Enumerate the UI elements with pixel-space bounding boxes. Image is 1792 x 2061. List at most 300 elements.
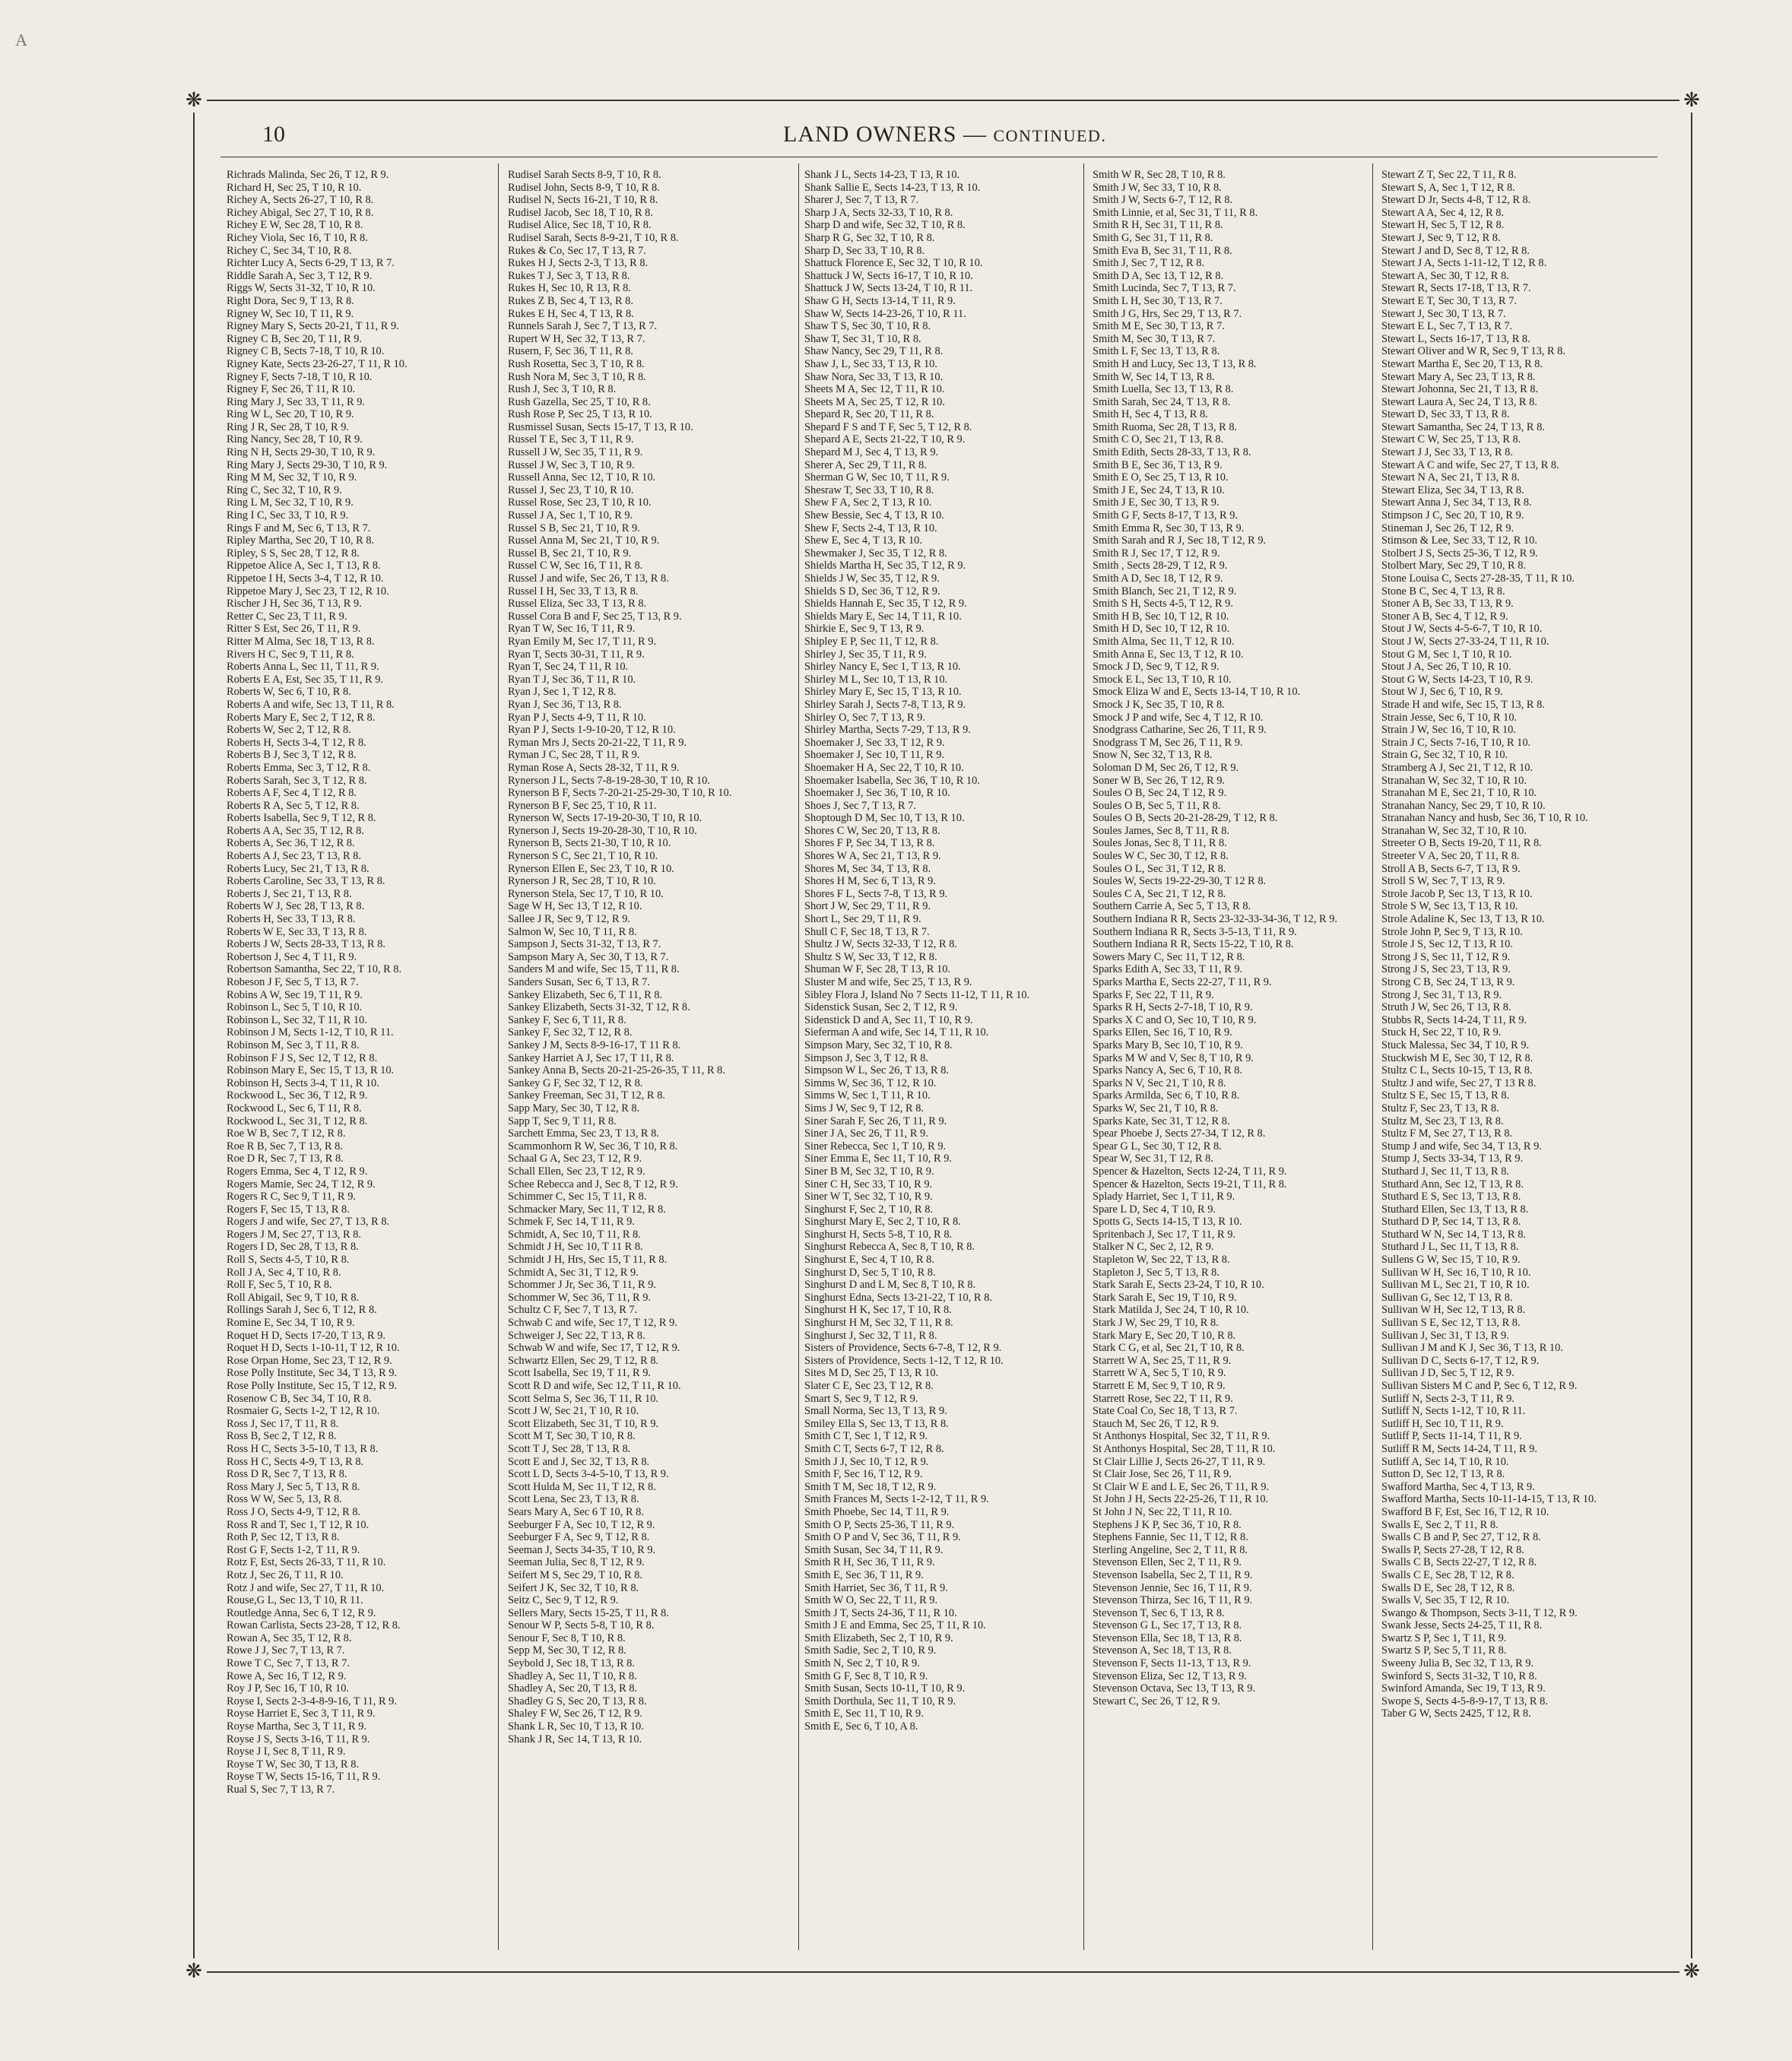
owner-entry: Sullivan W H, Sec 16, T 10, R 10. xyxy=(1381,1266,1531,1279)
owner-entry: Stark Sarah E, Sects 23-24, T 10, R 10. xyxy=(1093,1279,1264,1292)
owner-entry: Stephens J K P, Sec 36, T 10, R 8. xyxy=(1093,1518,1242,1531)
owner-entry: Rockwood L, Sec 31, T 12, R 8. xyxy=(227,1115,368,1127)
owner-entry: Roberts A, Sec 36, T 12, R 8. xyxy=(227,837,355,850)
owner-entry: Smith Alma, Sec 11, T 12, R 10. xyxy=(1093,635,1235,648)
owner-entry: Smith J E and Emma, Sec 25, T 11, R 10. xyxy=(804,1619,986,1632)
owner-entry: Shaley F W, Sec 26, T 12, R 9. xyxy=(508,1707,642,1720)
owner-entry: Russel J A, Sec 1, T 10, R 9. xyxy=(508,509,633,522)
owner-entry: Shoptough D M, Sec 10, T 13, R 10. xyxy=(804,812,965,825)
owner-entry: Snow N, Sec 32, T 13, R 8. xyxy=(1093,749,1213,762)
owner-entry: Ring N H, Sects 29-30, T 10, R 9. xyxy=(227,446,376,459)
owner-entry: Shepard M J, Sec 4, T 13, R 9. xyxy=(804,446,939,459)
owner-entry: Swalls C B and P, Sec 27, T 12, R 8. xyxy=(1381,1531,1541,1544)
owner-entry: Shew E, Sec 4, T 13, R 10. xyxy=(804,534,922,547)
owner-entry: Roe D R, Sec 7, T 13, R 8. xyxy=(227,1153,344,1165)
owner-entry: Robinson J M, Sects 1-12, T 10, R 11. xyxy=(227,1026,394,1039)
owner-entry: Stewart J, Sec 9, T 12, R 8. xyxy=(1381,231,1501,244)
owner-entry: Rynerson S C, Sec 21, T 10, R 10. xyxy=(508,850,658,863)
owner-entry: Singhurst Rebecca A, Sec 8, T 10, R 8. xyxy=(804,1241,975,1254)
owner-entry: Stranahan W, Sec 32, T 10, R 10. xyxy=(1381,824,1527,837)
owner-entry: Roberts W, Sec 2, T 12, R 8. xyxy=(227,724,351,737)
owner-entry: Swafford Martha, Sec 4, T 13, R 9. xyxy=(1381,1480,1535,1493)
owner-entry: Shirley Martha, Sects 7-29, T 13, R 9. xyxy=(804,724,971,737)
owner-entry: Smith Sarah and R J, Sec 18, T 12, R 9. xyxy=(1093,534,1267,547)
title-separator: — xyxy=(956,122,994,147)
owner-entry: Smith R H, Sec 36, T 11, R 9. xyxy=(804,1556,935,1569)
owner-entry: Stapleton J, Sec 5, T 13, R 8. xyxy=(1093,1266,1220,1279)
owner-entry: Sullivan D C, Sects 6-17, T 12, R 9. xyxy=(1381,1354,1540,1367)
owner-entry: Stewart Martha E, Sec 20, T 13, R 8. xyxy=(1381,357,1543,370)
owner-entry: Sparks Kate, Sec 31, T 12, R 8. xyxy=(1093,1115,1230,1127)
owner-entry: Sowers Mary C, Sec 11, T 12, R 8. xyxy=(1093,950,1245,963)
owner-entry: Spencer & Hazelton, Sects 12-24, T 11, R 9. xyxy=(1093,1165,1287,1178)
owner-entry: Smith R J, Sec 17, T 12, R 9. xyxy=(1093,547,1220,560)
owner-entry: St Clair Jose, Sec 26, T 11, R 9. xyxy=(1093,1468,1232,1481)
owner-entry: Rogers I D, Sec 28, T 13, R 8. xyxy=(227,1241,359,1254)
owner-entry: Stimson & Lee, Sec 33, T 12, R 10. xyxy=(1381,534,1537,547)
owner-entry: Rukes & Co, Sec 17, T 13, R 7. xyxy=(508,244,646,257)
owner-entry: Stewart Johonna, Sec 21, T 13, R 8. xyxy=(1381,383,1539,396)
owner-entry: Robinson Mary E, Sec 15, T 13, R 10. xyxy=(227,1064,395,1077)
owner-entry: St John J H, Sects 22-25-26, T 11, R 10. xyxy=(1093,1493,1269,1506)
owner-entry: Stephens Fannie, Sec 11, T 12, R 8. xyxy=(1093,1531,1248,1544)
owner-entry: Stewart A, Sec 30, T 12, R 8. xyxy=(1381,269,1509,282)
owner-entry: Shultz J W, Sects 32-33, T 12, R 8. xyxy=(804,938,957,951)
owner-entry: Smiley Ella S, Sec 13, T 13, R 8. xyxy=(804,1417,949,1430)
owner-entry: Stuthard J, Sec 11, T 13, R 8. xyxy=(1381,1165,1510,1178)
owner-entry: Shultz S W, Sec 33, T 12, R 8. xyxy=(804,950,937,963)
owner-entry: Roquet H D, Sects 17-20, T 13, R 9. xyxy=(227,1329,385,1342)
owner-entry: Stoner A B, Sec 33, T 13, R 9. xyxy=(1381,598,1514,610)
owner-entry: Ross J O, Sects 4-9, T 12, R 8. xyxy=(227,1505,361,1518)
owner-entry: Royse T W, Sec 30, T 13, R 8. xyxy=(227,1758,360,1771)
owner-entry: Seitz C, Sec 9, T 12, R 9. xyxy=(508,1594,619,1607)
ornament-top-left-icon: ❋ xyxy=(186,89,202,111)
owner-entry: Sidenstick Susan, Sec 2, T 12, R 9. xyxy=(804,1001,958,1014)
owner-entry: Rings F and M, Sec 6, T 13, R 7. xyxy=(227,522,371,534)
owner-entry: Siner Sarah F, Sec 26, T 11, R 9. xyxy=(804,1115,947,1127)
owner-entry: Swank Jesse, Sects 24-25, T 11, R 8. xyxy=(1381,1619,1543,1632)
owner-entry: Sparks X C and O, Sec 10, T 10, R 9. xyxy=(1093,1013,1257,1026)
owner-entry: Rupert W H, Sec 32, T 13, R 7. xyxy=(508,332,645,345)
owner-entry: Slater C E, Sec 23, T 12, R 8. xyxy=(804,1380,934,1392)
owner-entry: Scott Isabella, Sec 19, T 11, R 9. xyxy=(508,1367,651,1380)
owner-entry: Strain Jesse, Sec 6, T 10, R 10. xyxy=(1381,711,1518,724)
owner-entry: Smith Edith, Sects 28-33, T 13, R 8. xyxy=(1093,446,1251,459)
owner-entry: Rukes Z B, Sec 4, T 13, R 8. xyxy=(508,294,633,307)
owner-entry: Stuthard E S, Sec 13, T 13, R 8. xyxy=(1381,1191,1521,1203)
owner-entry: Rigney W, Sec 10, T 11, R 9. xyxy=(227,307,354,320)
owner-entry: Shattuck J W, Sects 16-17, T 10, R 10. xyxy=(804,269,973,282)
owner-entry: Sutliff N, Sects 1-12, T 10, R 11. xyxy=(1381,1405,1526,1418)
owner-entry: Strole Adaline K, Sec 13, T 13, R 10. xyxy=(1381,913,1545,926)
owner-entry: Swope S, Sects 4-5-8-9-17, T 13, R 8. xyxy=(1381,1695,1548,1707)
owner-entry: Stewart J and D, Sec 8, T 12, R 8. xyxy=(1381,244,1530,257)
owner-entry: Stewart L, Sects 16-17, T 13, R 8. xyxy=(1381,332,1530,345)
owner-entry: Smith Lucinda, Sec 7, T 13, R 7. xyxy=(1093,282,1236,295)
owner-entry: Stuthard D P, Sec 14, T 13, R 8. xyxy=(1381,1216,1521,1229)
owner-entry: Schultz C F, Sec 7, T 13, R 7. xyxy=(508,1304,638,1317)
owner-entry: Shirley Mary E, Sec 15, T 13, R 10. xyxy=(804,686,962,699)
owner-entry: Shores F L, Sects 7-8, T 13, R 9. xyxy=(804,887,948,900)
owner-entry: Ross D R, Sec 7, T 13, R 8. xyxy=(227,1468,347,1481)
owner-entry: Roberts Caroline, Sec 33, T 13, R 8. xyxy=(227,875,385,888)
owner-entry: Rowe A, Sec 16, T 12, R 9. xyxy=(227,1669,347,1682)
owner-entry: Ryman Rose A, Sects 28-32, T 11, R 9. xyxy=(508,761,680,774)
owner-entry: St Clair W E and L E, Sec 26, T 11, R 9. xyxy=(1093,1480,1270,1493)
owner-entry: Sapp Mary, Sec 30, T 12, R 8. xyxy=(508,1102,640,1115)
owner-entry: Smith Susan, Sec 34, T 11, R 9. xyxy=(804,1543,944,1556)
owner-entry: Royse I, Sects 2-3-4-8-9-16, T 11, R 9. xyxy=(227,1695,397,1707)
owner-entry: Stewart H, Sec 5, T 12, R 8. xyxy=(1381,219,1505,232)
owner-entry: Swalls D E, Sec 28, T 12, R 8. xyxy=(1381,1581,1515,1594)
owner-entry: Shadley A, Sec 11, T 10, R 8. xyxy=(508,1669,637,1682)
owner-entry: Stewart A A, Sec 4, 12, R 8. xyxy=(1381,206,1505,219)
owner-column-3 xyxy=(804,169,1078,1733)
owner-entry: Swartz S P, Sec 1, T 11, R 9. xyxy=(1381,1631,1507,1644)
owner-entry: Rudisel John, Sects 8-9, T 10, R 8. xyxy=(508,181,660,194)
owner-entry: Robins A W, Sec 19, T 11, R 9. xyxy=(227,988,363,1001)
owner-entry: Siner W T, Sec 32, T 10, R 9. xyxy=(804,1191,933,1203)
owner-entry: Smith E O, Sec 25, T 13, R 10. xyxy=(1093,471,1229,484)
owner-entry: Schmidt J H, Sec 10, T 11 R 8. xyxy=(508,1241,643,1254)
owner-entry: Roberts W, Sec 6, T 10, R 8. xyxy=(227,686,351,699)
owner-entry: Swango & Thompson, Sects 3-11, T 12, R 9. xyxy=(1381,1606,1578,1619)
owner-entry: Scott R D and wife, Sec 12, T 11, R 10. xyxy=(508,1380,681,1392)
owner-entry: Stevenson Ella, Sec 18, T 13, R 8. xyxy=(1093,1631,1242,1644)
owner-entry: Smith H D, Sec 10, T 12, R 10. xyxy=(1093,623,1230,636)
owner-entry: Roberts Isabella, Sec 9, T 12, R 8. xyxy=(227,812,376,825)
owner-entry: Shipley E P, Sec 11, T 12, R 8. xyxy=(804,635,939,648)
owner-entry: Smith Linnie, et al, Sec 31, T 11, R 8. xyxy=(1093,206,1258,219)
owner-entry: Rigney F, Sec 26, T 11, R 10. xyxy=(227,383,356,396)
owner-entry: Swalls E, Sec 2, T 11, R 8. xyxy=(1381,1518,1499,1531)
owner-entry: Roberts E A, Est, Sec 35, T 11, R 9. xyxy=(227,673,383,686)
owner-entry: Sarchett Emma, Sec 23, T 13, R 8. xyxy=(508,1127,659,1140)
owner-entry: Ryan T W, Sec 16, T 11, R 9. xyxy=(508,623,636,636)
owner-entry: Soner W B, Sec 26, T 12, R 9. xyxy=(1093,774,1226,787)
owner-entry: Stewart E L, Sec 7, T 13, R 7. xyxy=(1381,320,1513,333)
owner-entry: Sampson J, Sects 31-32, T 13, R 7. xyxy=(508,938,661,951)
owner-entry: Rynerson J, Sects 19-20-28-30, T 10, R 10. xyxy=(508,824,697,837)
owner-entry: Russel B, Sec 21, T 10, R 9. xyxy=(508,547,632,560)
owner-entry: Smock E L, Sec 13, T 10, R 10. xyxy=(1093,673,1232,686)
owner-column-5 xyxy=(1381,169,1655,1720)
owner-entry: Richter Lucy A, Sects 6-29, T 13, R 7. xyxy=(227,257,395,270)
owner-entry: Rigney C B, Sects 7-18, T 10, R 10. xyxy=(227,345,385,358)
ornament-bottom-right-icon: ❋ xyxy=(1683,1960,1700,1982)
owner-entry: Rowan A, Sec 35, T 12, R 8. xyxy=(227,1631,352,1644)
owner-entry: Sankey Freeman, Sec 31, T 12, R 8. xyxy=(508,1089,665,1102)
owner-entry: Stewart N A, Sec 21, T 13, R 8. xyxy=(1381,471,1520,484)
owner-entry: Smith J W, Sec 33, T 10, R 8. xyxy=(1093,181,1222,194)
owner-entry: Robertson J, Sec 4, T 11, R 9. xyxy=(227,950,357,963)
owner-entry: Shepard A E, Sects 21-22, T 10, R 9. xyxy=(804,433,966,446)
owner-entry: Roberts Sarah, Sec 3, T 12, R 8. xyxy=(227,774,367,787)
owner-entry: Strain J W, Sec 16, T 10, R 10. xyxy=(1381,724,1516,737)
owner-entry: Richey E W, Sec 28, T 10, R 8. xyxy=(227,219,363,232)
owner-entry: Shank J L, Sects 14-23, T 13, R 10. xyxy=(804,169,960,181)
owner-entry: Rivers H C, Sec 9, T 11, R 8. xyxy=(227,648,354,661)
owner-entry: Strong J, Sec 31, T 13, R 9. xyxy=(1381,988,1502,1001)
owner-entry: Shields Hannah E, Sec 35, T 12, R 9. xyxy=(804,598,967,610)
owner-entry: Southern Indiana R R, Sects 15-22, T 10, R 8. xyxy=(1093,938,1294,951)
owner-entry: Singhurst H K, Sec 17, T 10, R 8. xyxy=(804,1304,952,1317)
owner-entry: Swinford S, Sects 31-32, T 10, R 8. xyxy=(1381,1669,1537,1682)
owner-entry: Robertson Samantha, Sec 22, T 10, R 8. xyxy=(227,963,402,976)
owner-entry: Shirley Nancy E, Sec 1, T 13, R 10. xyxy=(804,661,961,674)
owner-entry: Rudisel Alice, Sec 18, T 10, R 8. xyxy=(508,219,652,232)
owner-entry: Rotz F, Est, Sects 26-33, T 11, R 10. xyxy=(227,1556,386,1569)
owner-entry: Shaw Nancy, Sec 29, T 11, R 8. xyxy=(804,345,944,358)
owner-entry: Short L, Sec 29, T 11, R 9. xyxy=(804,913,921,926)
owner-entry: Sullivan W H, Sec 12, T 13, R 8. xyxy=(1381,1304,1526,1317)
owner-entry: Ross H C, Sects 3-5-10, T 13, R 8. xyxy=(227,1442,379,1455)
owner-entry: Soules O B, Sec 24, T 12, R 9. xyxy=(1093,787,1227,800)
owner-entry: Rigney C B, Sec 20, T 11, R 9. xyxy=(227,332,363,345)
owner-entry: Shaw W, Sects 14-23-26, T 10, R 11. xyxy=(804,307,966,320)
owner-entry: Stauch M, Sec 26, T 12, R 9. xyxy=(1093,1417,1220,1430)
owner-entry: Rippetoe I H, Sects 3-4, T 12, R 10. xyxy=(227,572,384,585)
owner-entry: Richey C, Sec 34, T 10, R 8. xyxy=(227,244,352,257)
owner-entry: Shadley A, Sec 20, T 13, R 8. xyxy=(508,1682,638,1695)
owner-entry: Stevenson T, Sec 6, T 13, R 8. xyxy=(1093,1606,1225,1619)
owner-entry: Rudisel Sarah, Sects 8-9-21, T 10, R 8. xyxy=(508,231,679,244)
owner-entry: Scott L D, Sects 3-4-5-10, T 13, R 9. xyxy=(508,1468,669,1481)
owner-entry: Stroll S W, Sec 7, T 13, R 9. xyxy=(1381,875,1505,888)
owner-entry: Shoemaker H A, Sec 22, T 10, R 10. xyxy=(804,761,964,774)
owner-entry: Soloman D M, Sec 26, T 12, R 9. xyxy=(1093,761,1239,774)
owner-entry: Shank J R, Sec 14, T 13, R 10. xyxy=(508,1733,642,1746)
owner-entry: Scammonhorn R W, Sec 36, T 10, R 8. xyxy=(508,1140,678,1153)
owner-entry: Sparks F, Sec 22, T 11, R 9. xyxy=(1093,988,1214,1001)
owner-entry: Schmek F, Sec 14, T 11, R 9. xyxy=(508,1216,635,1229)
owner-entry: Russel J W, Sec 3, T 10, R 9. xyxy=(508,458,635,471)
owner-entry: Struth J W, Sec 26, T 13, R 8. xyxy=(1381,1001,1511,1014)
owner-entry: Sanders M and wife, Sec 15, T 11, R 8. xyxy=(508,963,680,976)
owner-entry: Rynerson B F, Sec 25, T 10, R 11. xyxy=(508,799,657,812)
owner-entry: Smith J T, Sects 24-36, T 11, R 10. xyxy=(804,1606,957,1619)
owner-entry: Sapp T, Sec 9, T 11, R 8. xyxy=(508,1115,617,1127)
corner-mark: A xyxy=(15,30,27,49)
owner-entry: Sage W H, Sec 13, T 12, R 10. xyxy=(508,900,642,913)
owner-entry: Ryan J, Sec 36, T 13, R 8. xyxy=(508,698,622,711)
owner-entry: Siner Rebecca, Sec 1, T 10, R 9. xyxy=(804,1140,947,1153)
owner-entry: Simms W, Sec 1, T 11, R 10. xyxy=(804,1089,931,1102)
owner-entry: Shepard F S and T F, Sec 5, T 12, R 8. xyxy=(804,420,972,433)
owner-entry: Russel T E, Sec 3, T 11, R 9. xyxy=(508,433,634,446)
owner-entry: Streeter O B, Sects 19-20, T 11, R 8. xyxy=(1381,837,1542,850)
owner-entry: Roberts A J, Sec 23, T 13, R 8. xyxy=(227,850,361,863)
owner-entry: Rockwood L, Sec 36, T 12, R 9. xyxy=(227,1089,368,1102)
owner-entry: Starrett Rose, Sec 22, T 11, R 9. xyxy=(1093,1392,1233,1405)
owner-entry: Sweeny Julia B, Sec 32, T 13, R 9. xyxy=(1381,1657,1534,1670)
owner-entry: Rose Polly Institute, Sec 34, T 13, R 9. xyxy=(227,1367,398,1380)
owner-entry: Smith C T, Sec 1, T 12, R 9. xyxy=(804,1430,928,1443)
owner-entry: Rockwood L, Sec 6, T 11, R 8. xyxy=(227,1102,362,1115)
owner-entry: Sieferman A and wife, Sec 14, T 11, R 10. xyxy=(804,1026,989,1039)
owner-entry: Sallee J R, Sec 9, T 12, R 9. xyxy=(508,913,630,926)
owner-entry: Stuthard Ellen, Sec 13, T 13, R 8. xyxy=(1381,1203,1529,1216)
owner-entry: Singhurst Mary E, Sec 2, T 10, R 8. xyxy=(804,1216,961,1229)
owner-entry: Sullivan J, Sec 31, T 13, R 9. xyxy=(1381,1329,1509,1342)
owner-entry: Shew Bessie, Sec 4, T 13, R 10. xyxy=(804,509,944,522)
owner-entry: Rollings Sarah J, Sec 6, T 12, R 8. xyxy=(227,1304,377,1317)
owner-entry: Schee Rebecca and J, Sec 8, T 12, R 9. xyxy=(508,1178,678,1191)
owner-entry: Shoemaker J, Sec 33, T 12, R 9. xyxy=(804,736,945,749)
owner-entry: Sullivan S E, Sec 12, T 13, R 8. xyxy=(1381,1317,1521,1330)
owner-entry: Stuck H, Sec 22, T 10, R 9. xyxy=(1381,1026,1502,1039)
owner-entry: Rigney Kate, Sects 23-26-27, T 11, R 10. xyxy=(227,357,408,370)
owner-entry: Royse J I, Sec 8, T 11, R 9. xyxy=(227,1746,346,1758)
owner-entry: Roll Abigail, Sec 9, T 10, R 8. xyxy=(227,1291,360,1304)
owner-entry: Smith E, Sec 6, T 10, A 8. xyxy=(804,1720,918,1733)
owner-entry: Shaw T, Sec 31, T 10, R 8. xyxy=(804,332,921,345)
owner-entry: Simpson Mary, Sec 32, T 10, R 8. xyxy=(804,1038,953,1051)
top-border xyxy=(207,100,1679,101)
column-divider xyxy=(1083,163,1084,1950)
owner-entry: Smith W R, Sec 28, T 10, R 8. xyxy=(1093,169,1226,181)
owner-entry: St John J N, Sec 22, T 11, R 10. xyxy=(1093,1505,1232,1518)
owner-entry: Siner B M, Sec 32, T 10, R 9. xyxy=(804,1165,934,1178)
owner-entry: Swafford Martha, Sects 10-11-14-15, T 13, R 10. xyxy=(1381,1493,1597,1506)
owner-entry: Stramberg A J, Sec 21, T 12, R 10. xyxy=(1381,761,1534,774)
owner-entry: Shirley M L, Sec 10, T 13, R 10. xyxy=(804,673,948,686)
owner-entry: Smith E, Sec 36, T 11, R 9. xyxy=(804,1568,924,1581)
owner-entry: Stewart D Jr, Sects 4-8, T 12, R 8. xyxy=(1381,194,1531,207)
owner-entry: Shank Sallie E, Sects 14-23, T 13, R 10. xyxy=(804,181,981,194)
owner-entry: Sears Mary A, Sec 6 T 10, R 8. xyxy=(508,1505,644,1518)
owner-entry: Stubbs R, Sects 14-24, T 11, R 9. xyxy=(1381,1013,1527,1026)
owner-entry: Seeman J, Sects 34-35, T 10, R 9. xyxy=(508,1543,656,1556)
owner-entry: Rusmissel Susan, Sects 15-17, T 13, R 10. xyxy=(508,420,693,433)
owner-entry: Sparks W, Sec 21, T 10, R 8. xyxy=(1093,1102,1219,1115)
owner-entry: Smith Harriet, Sec 36, T 11, R 9. xyxy=(804,1581,948,1594)
owner-entry: Russel Cora B and F, Sec 25, T 13, R 9. xyxy=(508,610,682,623)
owner-entry: Siner C H, Sec 33, T 10, R 9. xyxy=(804,1178,933,1191)
owner-entry: Smith M, Sec 30, T 13, R 7. xyxy=(1093,332,1216,345)
owner-entry: Sutliff H, Sec 10, T 11, R 9. xyxy=(1381,1417,1504,1430)
owner-entry: Ryan T J, Sec 36, T 11, R 10. xyxy=(508,673,636,686)
owner-entry: Sanders Susan, Sec 6, T 13, R 7. xyxy=(508,976,650,988)
owner-entry: Richard H, Sec 25, T 10, R 10. xyxy=(227,181,362,194)
owner-entry: Romine E, Sec 34, T 10, R 9. xyxy=(227,1317,355,1330)
owner-entry: Ross B, Sec 2, T 12, R 8. xyxy=(227,1430,337,1443)
owner-entry: Scott J W, Sec 21, T 10, R 10. xyxy=(508,1405,639,1418)
owner-entry: Swalls P, Sects 27-28, T 12, R 8. xyxy=(1381,1543,1524,1556)
owner-entry: Richrads Malinda, Sec 26, T 12, R 9. xyxy=(227,169,389,181)
owner-entry: Smith B E, Sec 36, T 13, R 9. xyxy=(1093,458,1223,471)
owner-entry: Stevenson Isabella, Sec 2, T 11, R 9. xyxy=(1093,1568,1253,1581)
owner-entry: Sharer J, Sec 7, T 13, R 7. xyxy=(804,194,919,207)
owner-entry: Soules O B, Sec 5, T 11, R 8. xyxy=(1093,799,1221,812)
owner-entry: Stevenson F, Sects 11-13, T 13, R 9. xyxy=(1093,1657,1251,1670)
owner-entry: Smock J P and wife, Sec 4, T 12, R 10. xyxy=(1093,711,1264,724)
owner-entry: Stewart Z T, Sec 22, T 11, R 8. xyxy=(1381,169,1517,181)
owner-entry: Smith L F, Sec 13, T 13, R 8. xyxy=(1093,345,1220,358)
owner-entry: Rudisel Sarah Sects 8-9, T 10, R 8. xyxy=(508,169,661,181)
owner-entry: Schwartz Ellen, Sec 29, T 12, R 8. xyxy=(508,1354,659,1367)
owner-entry: Stultz C L, Sects 10-15, T 13, R 8. xyxy=(1381,1064,1533,1077)
owner-entry: Soules O B, Sects 20-21-28-29, T 12, R 8. xyxy=(1093,812,1278,825)
owner-entry: Rogers R C, Sec 9, T 11, R 9. xyxy=(227,1191,357,1203)
owner-entry: Roberts J, Sec 21, T 13, R 8. xyxy=(227,887,352,900)
owner-entry: St Clair Lillie J, Sects 26-27, T 11, R 9. xyxy=(1093,1455,1266,1468)
owner-entry: Strong J S, Sec 23, T 13, R 9. xyxy=(1381,963,1511,976)
owner-entry: Starrett W A, Sec 5, T 10, R 9. xyxy=(1093,1367,1226,1380)
owner-entry: Sparks N V, Sec 21, T 10, R 8. xyxy=(1093,1076,1226,1089)
owner-entry: Smith D A, Sec 13, T 12, R 8. xyxy=(1093,269,1224,282)
owner-entry: Stevenson G L, Sec 17, T 13, R 8. xyxy=(1093,1619,1242,1632)
owner-entry: Rukes E H, Sec 4, T 13, R 8. xyxy=(508,307,634,320)
owner-entry: Siner Emma E, Sec 11, T 10, R 9. xyxy=(804,1153,952,1165)
owner-entry: Russell Anna, Sec 12, T 10, R 10. xyxy=(508,471,656,484)
owner-entry: Sepp M, Sec 30, T 12, R 8. xyxy=(508,1644,626,1657)
owner-entry: Smith Frances M, Sects 1-2-12, T 11, R 9. xyxy=(804,1493,989,1506)
owner-entry: Scott Lena, Sec 23, T 13, R 8. xyxy=(508,1493,639,1506)
owner-entry: Ross W W, Sec 5, 13, R 8. xyxy=(227,1493,342,1506)
owner-entry: Sutliff A, Sec 14, T 10, R 10. xyxy=(1381,1455,1509,1468)
owner-entry: Stark Matilda J, Sec 24, T 10, R 10. xyxy=(1093,1304,1249,1317)
owner-entry: Shepard R, Sec 20, T 11, R 8. xyxy=(804,408,934,421)
owner-entry: Sankey F, Sec 6, T 11, R 8. xyxy=(508,1013,626,1026)
owner-entry: Shesraw T, Sec 33, T 10, R 8. xyxy=(804,484,934,496)
owner-entry: Rose Orpan Home, Sec 23, T 12, R 9. xyxy=(227,1354,392,1367)
owner-entry: Roberts H, Sec 33, T 13, R 8. xyxy=(227,913,356,926)
owner-entry: Rynerson W, Sects 17-19-20-30, T 10, R 10. xyxy=(508,812,703,825)
owner-entry: Ross R and T, Sec 1, T 12, R 10. xyxy=(227,1518,370,1531)
owner-entry: Shull C F, Sec 18, T 13, R 7. xyxy=(804,925,930,938)
owner-entry: Strong C B, Sec 24, T 13, R 9. xyxy=(1381,976,1515,988)
owner-entry: Snodgrass T M, Sec 26, T 11, R 9. xyxy=(1093,736,1243,749)
owner-entry: Sankey Harriet A J, Sec 17, T 11, R 8. xyxy=(508,1051,674,1064)
owner-entry: Ring J R, Sec 28, T 10, R 9. xyxy=(227,420,349,433)
owner-entry: Sankey Elizabeth, Sects 31-32, T 12, R 8. xyxy=(508,1001,690,1014)
owner-entry: Smith J, Sec 7, T 12, R 8. xyxy=(1093,257,1204,270)
owner-entry: Sankey G F, Sec 32, T 12, R 8. xyxy=(508,1076,643,1089)
owner-entry: Russel Rose, Sec 23, T 10, R 10. xyxy=(508,496,652,509)
owner-entry: Shaw Nora, Sec 33, T 13, R 10. xyxy=(804,370,944,383)
owner-entry: Ryman J C, Sec 28, T 11, R 9. xyxy=(508,749,640,762)
owner-entry: Shirley J, Sec 35, T 11, R 9. xyxy=(804,648,927,661)
owner-entry: Smith R H, Sec 31, T 11, R 8. xyxy=(1093,219,1223,232)
owner-entry: Royse J S, Sects 3-16, T 11, R 9. xyxy=(227,1733,370,1746)
owner-entry: Roberts W E, Sec 33, T 13, R 8. xyxy=(227,925,367,938)
owner-entry: Roberts Lucy, Sec 21, T 13, R 8. xyxy=(227,862,370,875)
owner-entry: Russel Anna M, Sec 21, T 10, R 9. xyxy=(508,534,660,547)
owner-entry: Rudisel Jacob, Sec 18, T 10, R 8. xyxy=(508,206,653,219)
owner-entry: Southern Indiana R R, Sects 23-32-33-34-36, T 12, R 9. xyxy=(1093,913,1338,926)
owner-entry: Smith Sadie, Sec 2, T 10, R 9. xyxy=(804,1644,937,1657)
owner-entry: Smith Eva B, Sec 31, T 11, R 8. xyxy=(1093,244,1232,257)
owner-entry: Schmidt A, Sec 31, T 12, R 9. xyxy=(508,1266,639,1279)
owner-entry: Singhurst J, Sec 32, T 11, R 8. xyxy=(804,1329,937,1342)
owner-entry: Rogers J and wife, Sec 27, T 13, R 8. xyxy=(227,1216,390,1229)
owner-entry: Sparks Nancy A, Sec 6, T 10, R 8. xyxy=(1093,1064,1242,1077)
owner-entry: Simpson W L, Sec 26, T 13, R 8. xyxy=(804,1064,950,1077)
owner-entry: Sparks M W and V, Sec 8, T 10, R 9. xyxy=(1093,1051,1254,1064)
owner-entry: Roy J P, Sec 16, T 10, R 10. xyxy=(227,1682,349,1695)
owner-entry: Stultz F, Sec 23, T 13, R 8. xyxy=(1381,1102,1499,1115)
owner-entry: Strole John P, Sec 9, T 13, R 10. xyxy=(1381,925,1523,938)
owner-entry: Strole Jacob P, Sec 13, T 13, R 10. xyxy=(1381,887,1533,900)
owner-entry: Roberts H, Sects 3-4, T 12, R 8. xyxy=(227,736,366,749)
owner-entry: Rosenow C B, Sec 34, T 10, R 8. xyxy=(227,1392,372,1405)
owner-entry: Streeter V A, Sec 20, T 11, R 8. xyxy=(1381,850,1520,863)
owner-entry: Schmidt J H, Hrs, Sec 15, T 11, R 8. xyxy=(508,1254,668,1267)
owner-entry: Royse Martha, Sec 3, T 11, R 9. xyxy=(227,1720,366,1733)
owner-entry: Sankey F, Sec 32, T 12, R 8. xyxy=(508,1026,633,1039)
